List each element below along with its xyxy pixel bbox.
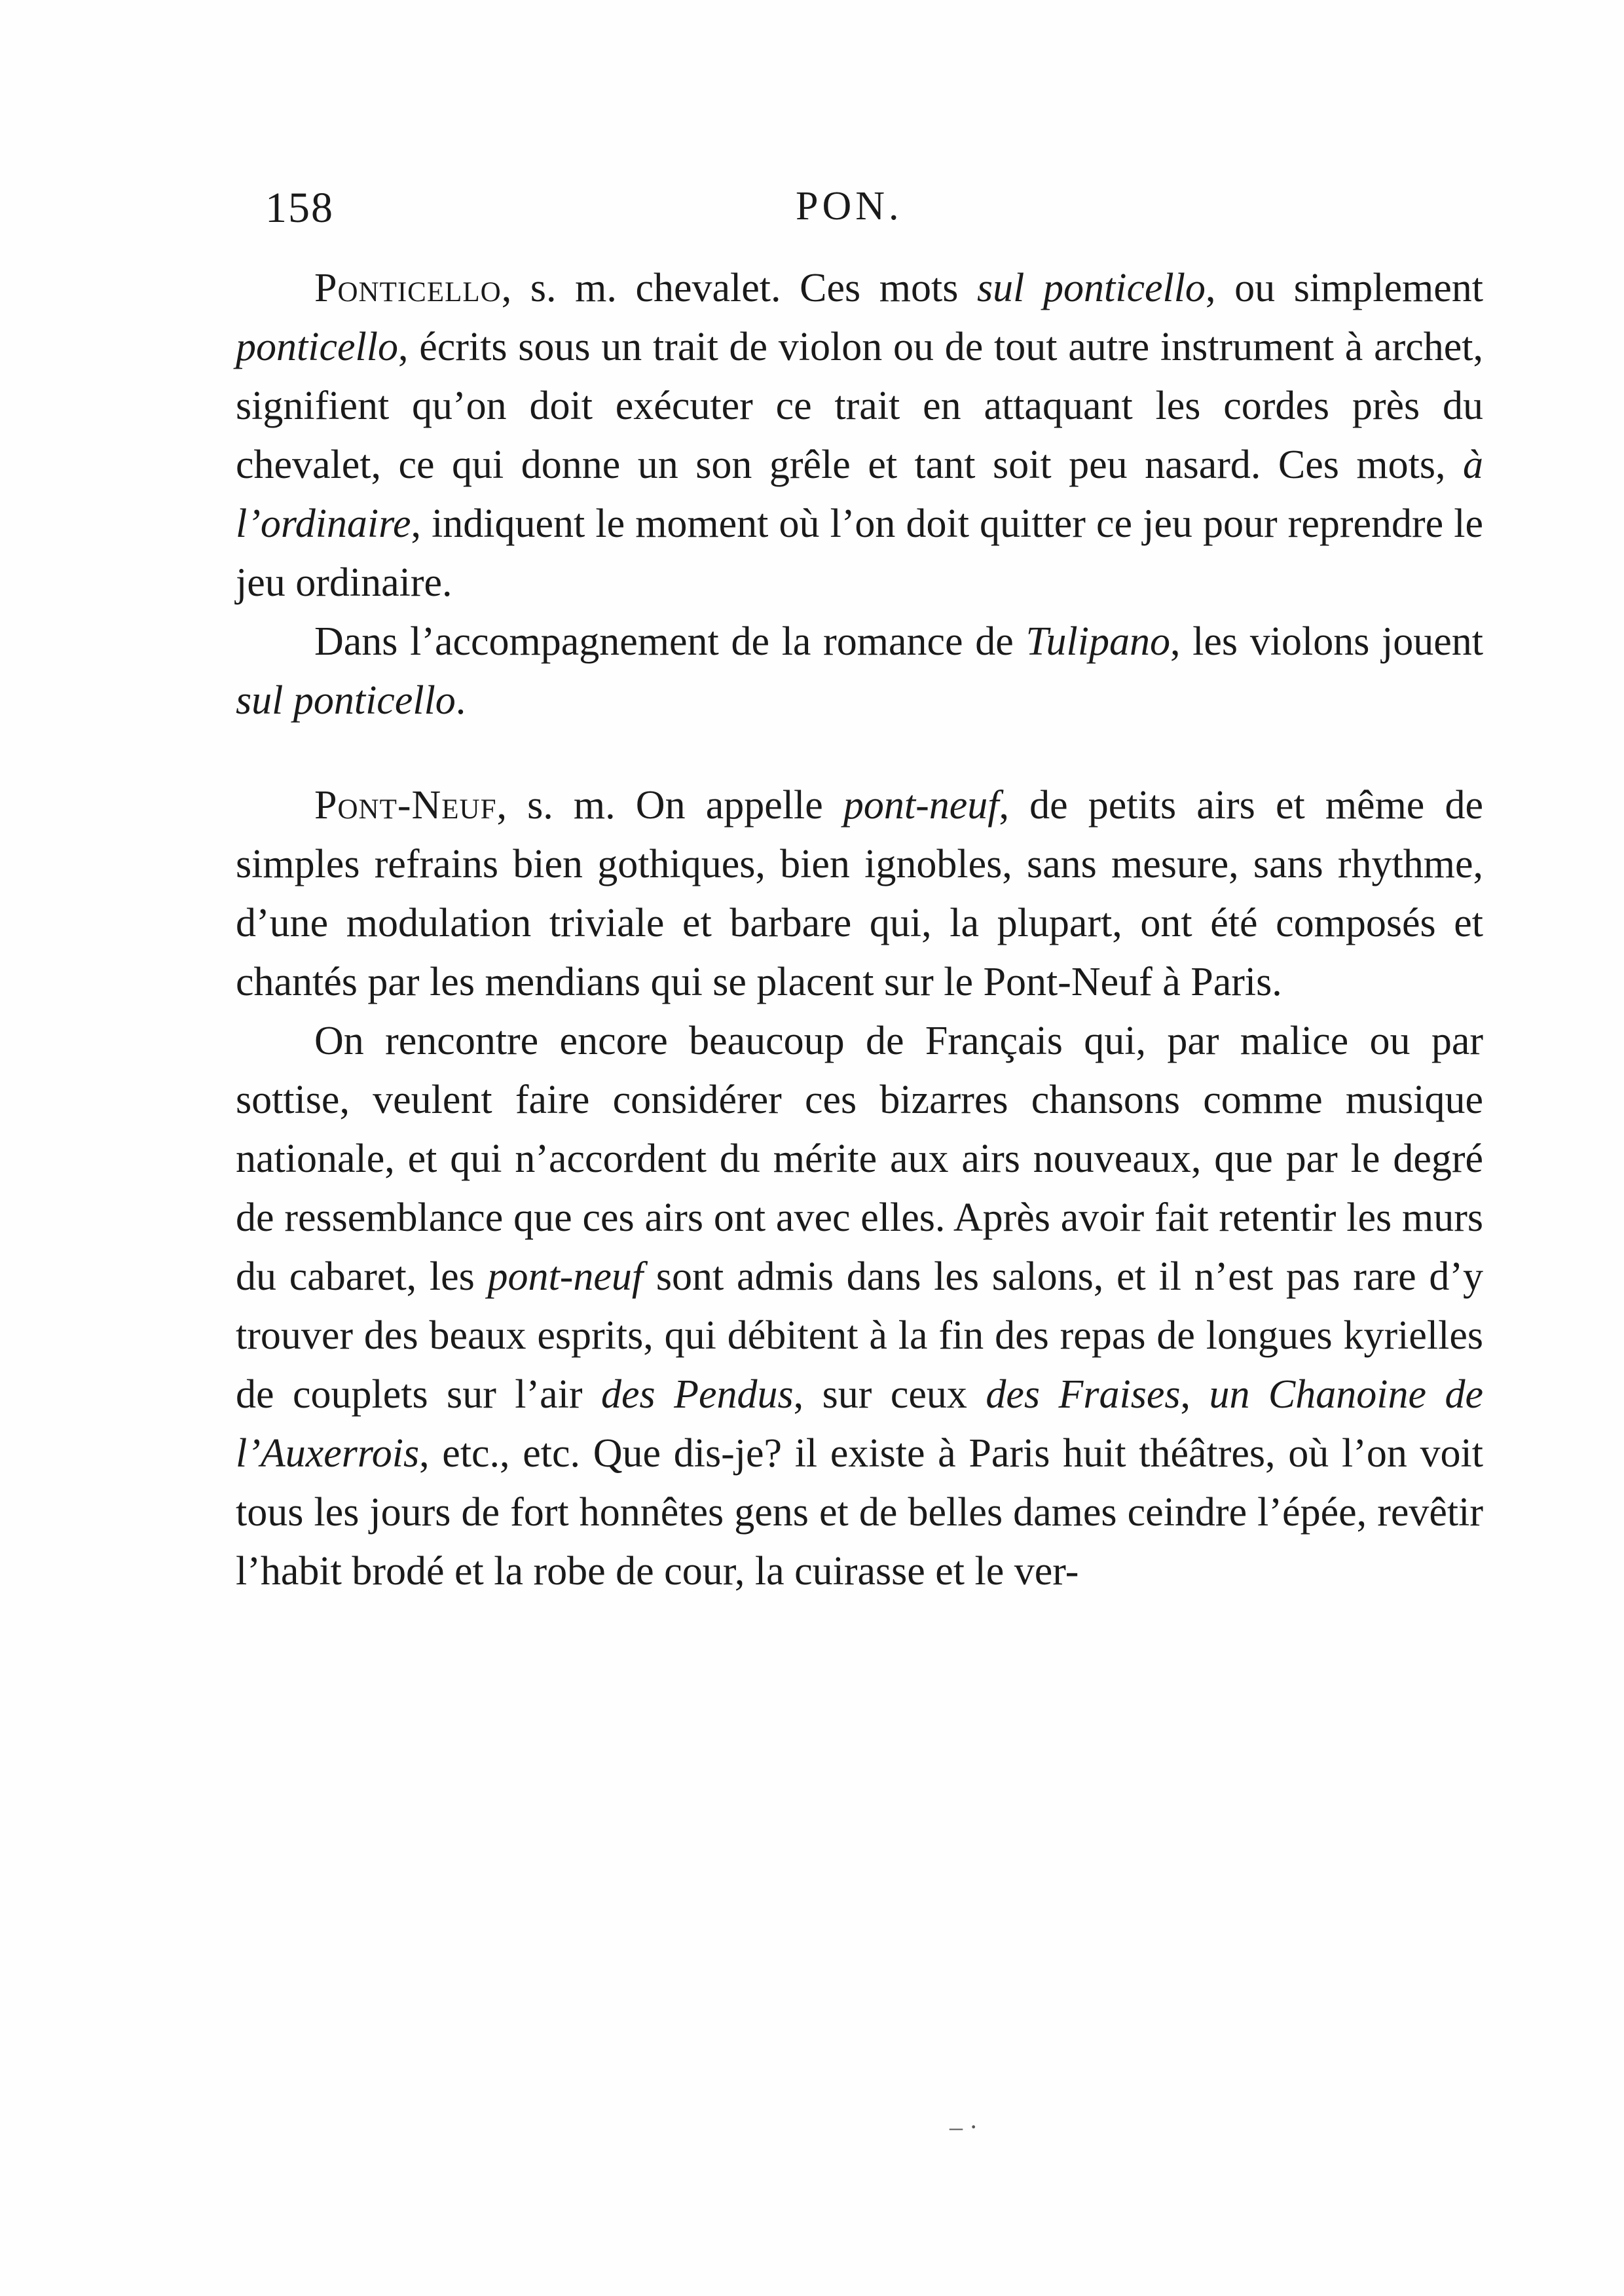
dictionary-entry	[236, 776, 1483, 1601]
dictionary-entry	[236, 259, 1483, 730]
text-run: On rencontre encore beaucoup de Français qui, par malice ou par sottise, veulent faire considérer ces bizarres chansons comme musique nationale, et qui n’accordent du mérite aux airs nouveaux, que par le degré de ressemblance que ces airs ont avec elles. Après avoir fait retentir les murs du cabaret, les	[236, 1019, 1483, 1299]
entry-paragraph	[236, 612, 1483, 730]
body-text	[236, 259, 1483, 1601]
italic-term: sul ponticello	[236, 678, 456, 723]
italic-term: des Pendus	[601, 1372, 794, 1417]
text-run: , les violons jouent	[1170, 619, 1483, 664]
text-run: , indiquent le moment où l’on doit quitter ce jeu pour reprendre le jeu ordinaire.	[236, 501, 1483, 605]
running-head: PON.	[796, 184, 903, 228]
entry-headword: Pont-Neuf	[314, 783, 497, 828]
text-run: , etc., etc. Que dis-je? il existe à Paris huit théâtres, où l’on voit tous les jours de fort honnêtes gens et de belles dames ceindre l’épée, revêtir l’habit brodé et la robe de cour, la cuirasse et le ver-	[236, 1431, 1483, 1594]
text-run: ,	[1180, 1372, 1209, 1417]
text-run: , ou simplement	[1205, 266, 1484, 310]
text-run: sont admis dans les salons, et il n’est pas rare d’y trouver des beaux esprits, qui débitent à la fin des repas de longues kyrielles de couplets sur l’air	[236, 1254, 1483, 1417]
entry-paragraph	[236, 259, 1483, 612]
italic-term: ponticello	[236, 325, 398, 369]
text-run: , s. m. chevalet. Ces mots	[501, 266, 977, 310]
italic-term: Tulipano	[1025, 619, 1170, 664]
italic-term: à l’ordinaire	[236, 443, 1483, 546]
text-run: , écrits sous un trait de violon ou de tout autre instrument à archet, signifient qu’on doit exécuter ce trait en attaquant les cordes près du chevalet, ce qui donne un son grêle et tant soit peu nasard. Ces mots,	[236, 325, 1483, 487]
text-run: , s. m. On appelle	[496, 783, 843, 828]
italic-term: sul ponticello	[977, 266, 1206, 310]
footer-mark: – ·	[950, 2112, 978, 2141]
text-run: , sur ceux	[793, 1372, 986, 1417]
page-header	[265, 183, 1457, 249]
text-run: , de petits airs et même de simples refrains bien gothiques, bien ignobles, sans mesure, sans rhythme, d’une modulation triviale et barbare qui, la plupart, ont été composés et chantés par les mendians qui se placent sur le Pont-Neuf à Paris.	[236, 783, 1483, 1004]
text-run: .	[455, 678, 466, 723]
italic-term: des Fraises	[986, 1372, 1181, 1417]
entry-paragraph	[236, 1011, 1483, 1601]
entry-paragraph	[236, 776, 1483, 1011]
italic-term: pont-neuf	[843, 783, 999, 828]
page-number: 158	[265, 184, 334, 232]
italic-term: un Chanoine de l’Auxerrois	[236, 1372, 1484, 1476]
italic-term: pont-neuf	[487, 1254, 644, 1299]
text-run: Dans l’accompagnement de la romance de	[314, 619, 1026, 664]
entry-headword: Ponticello	[314, 266, 502, 310]
